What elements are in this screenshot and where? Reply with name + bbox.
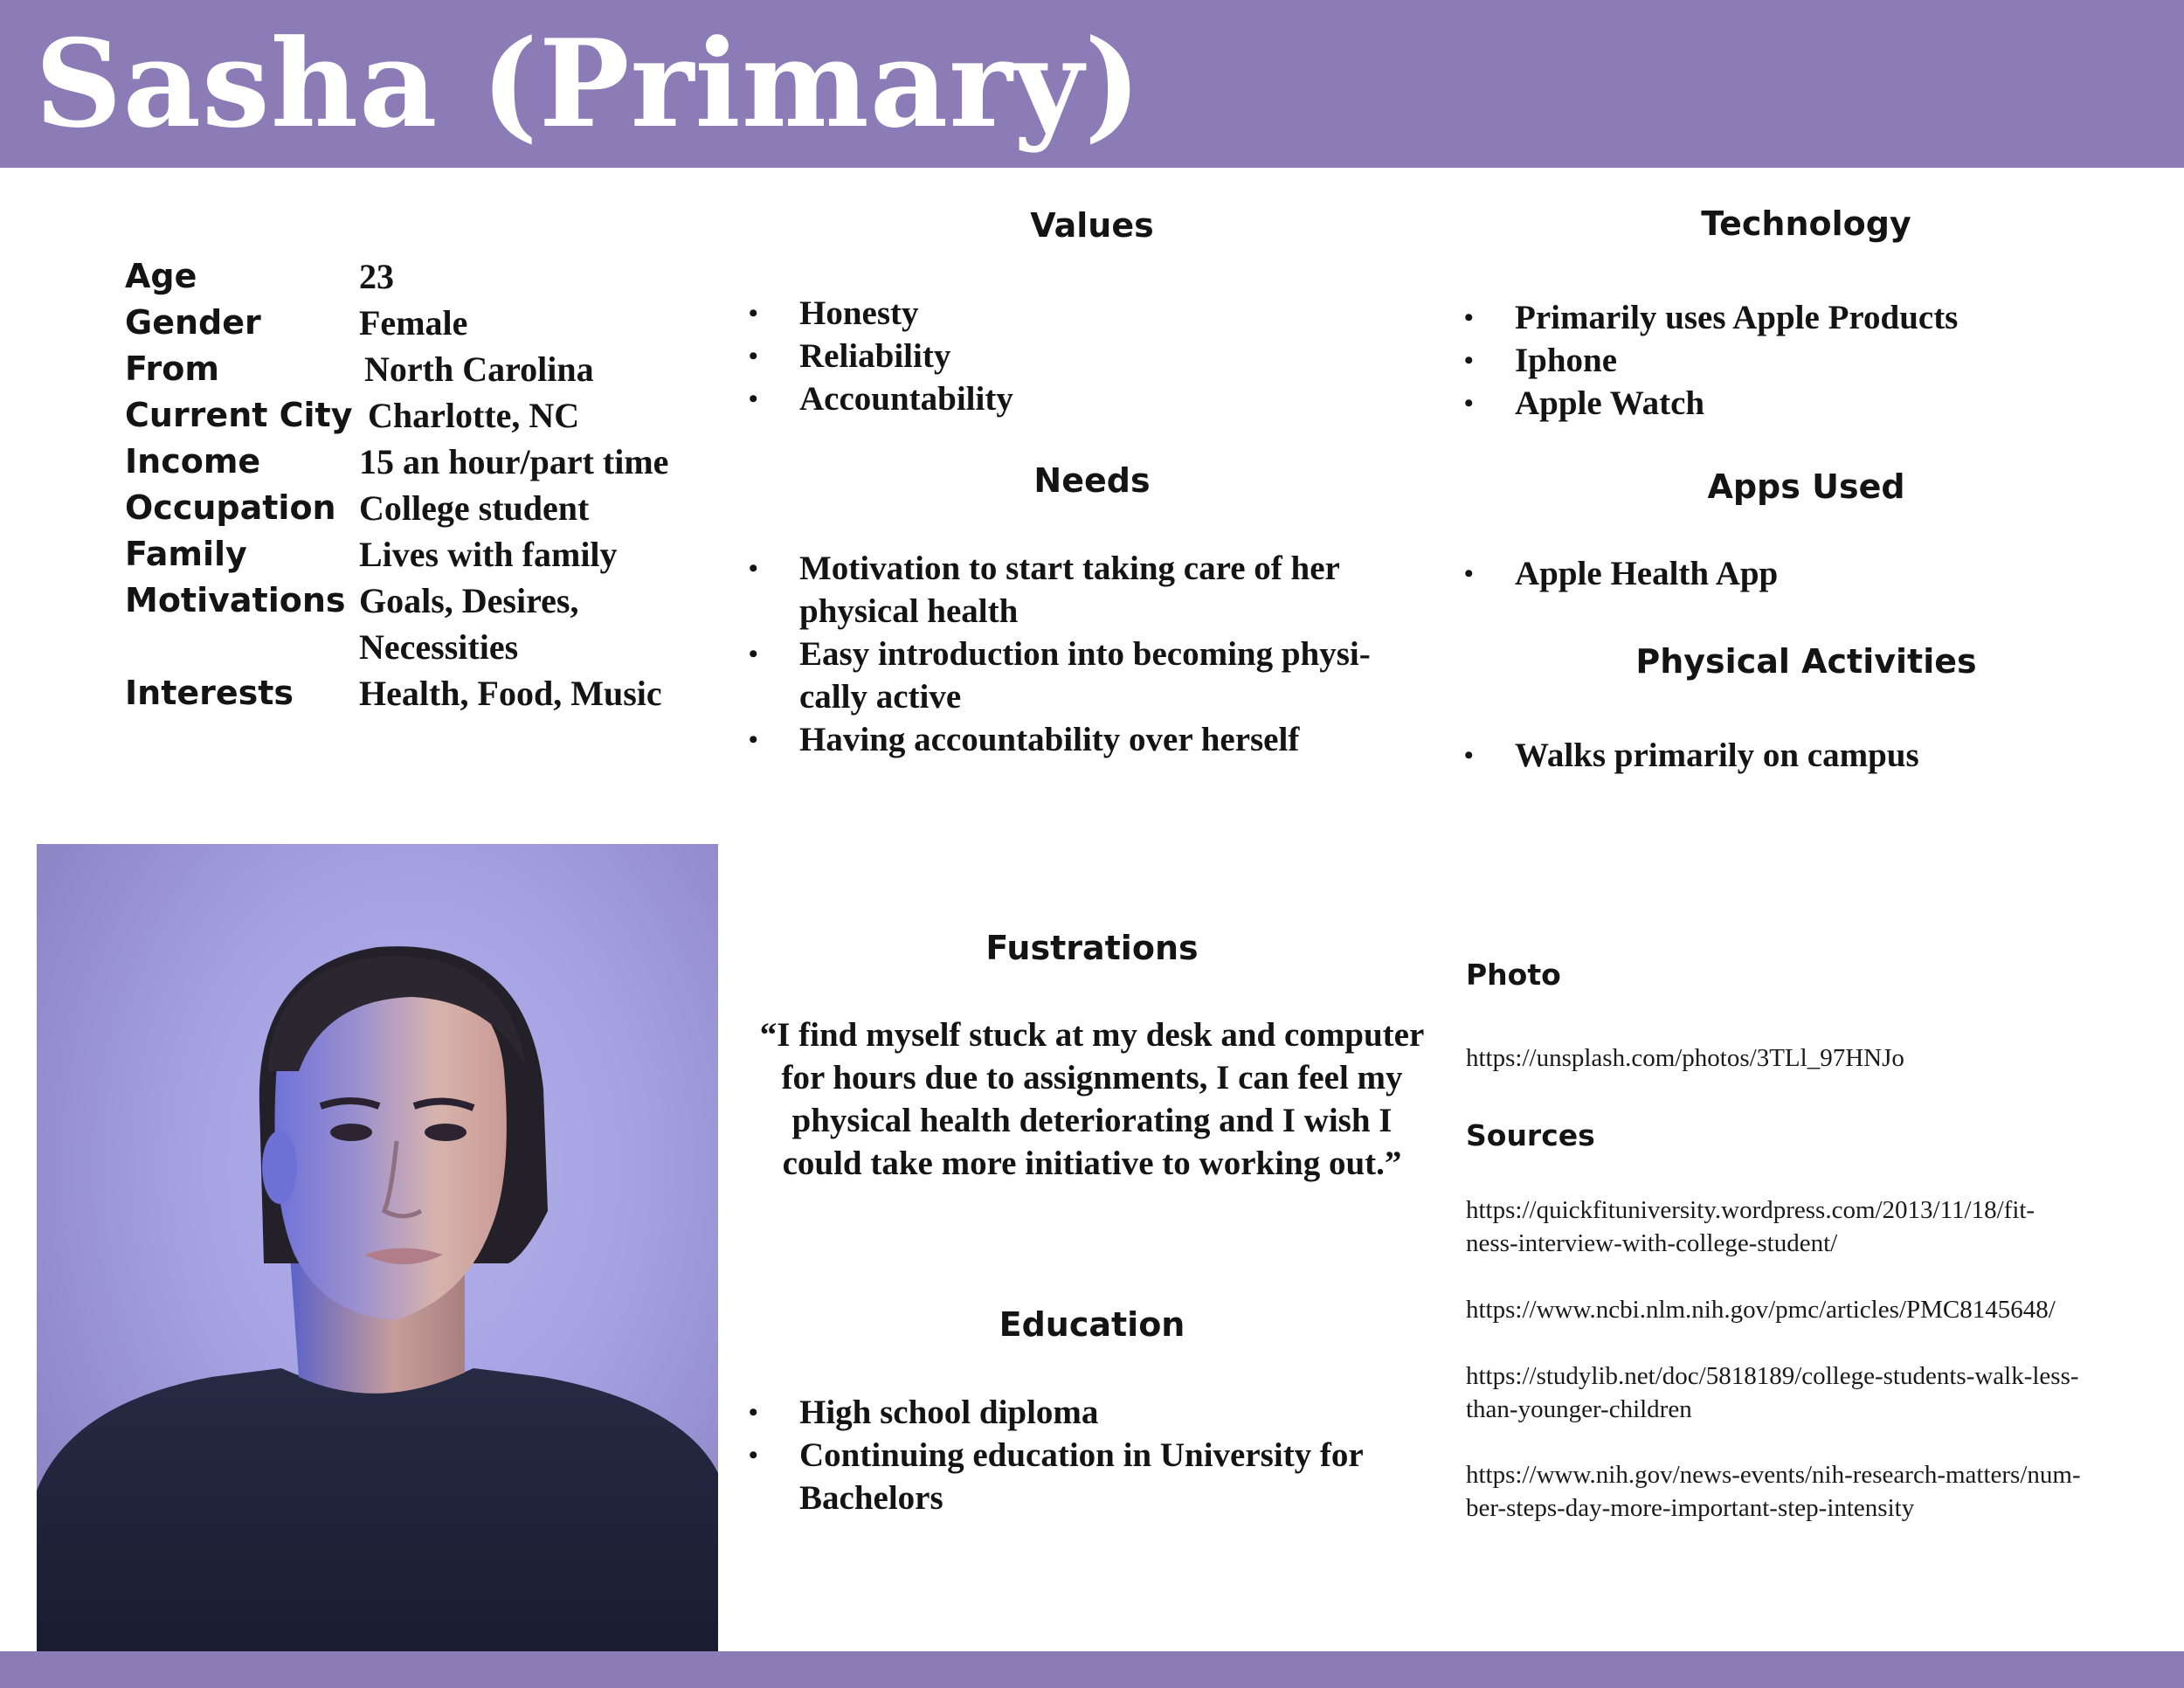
list-item: • Motivation to start taking care of her physical health xyxy=(749,550,1340,630)
demo-row-gender xyxy=(125,300,668,346)
education-list xyxy=(749,1391,1439,1519)
demo-value: Lives with family xyxy=(359,535,618,574)
page-title: Sasha (Primary) xyxy=(35,12,1143,155)
list-item: • Honesty xyxy=(749,294,919,332)
demo-label: Occupation xyxy=(125,488,336,527)
demo-label: Income xyxy=(125,442,261,481)
list-item: • Primarily uses Apple Products xyxy=(1464,299,1959,336)
frustration-quote: “I find myself stuck at my desk and computer for hours due to assignments, I can feel my physical health deteriorating and I wish I could take more initiative to working out.” xyxy=(759,1016,1425,1182)
education-heading: Education xyxy=(999,1305,1185,1344)
list-item: • High school diploma xyxy=(749,1394,1099,1431)
list-item: • Walks primarily on campus xyxy=(1464,737,1919,774)
demo-label: Gender xyxy=(125,303,261,342)
demo-value: North Carolina xyxy=(364,349,594,389)
demo-value: 15 an hour/part time xyxy=(359,442,669,481)
portrait-photo xyxy=(37,844,718,1651)
demo-row-current-city xyxy=(125,392,668,439)
demo-row-from xyxy=(125,346,668,392)
demo-value: Charlotte, NC xyxy=(368,396,580,435)
values-heading: Values xyxy=(1030,206,1154,245)
technology-heading: Technology xyxy=(1701,204,1911,243)
demo-value: Female xyxy=(359,303,468,342)
demo-value: Goals, Desires, Necessities xyxy=(359,581,579,667)
demo-row-family xyxy=(125,531,668,578)
photo-credit-heading: Photo xyxy=(1466,958,1561,992)
demo-row-income xyxy=(125,439,668,485)
needs-list xyxy=(749,547,1439,761)
source-link[interactable]: https://www.nih.gov/news-events/nih-research-matters/num- ber-steps-day-more-important-step-intensity xyxy=(1466,1461,2081,1522)
demo-row-motivations xyxy=(125,578,668,670)
list-item: • Apple Health App xyxy=(1464,555,1779,592)
photo-credit-link[interactable]: https://unsplash.com/photos/3TLl_97HNJo xyxy=(1466,1044,1904,1072)
list-item: • Reliability xyxy=(749,337,951,375)
demo-row-age xyxy=(125,253,668,300)
sources-heading: Sources xyxy=(1466,1118,1595,1152)
demo-value: College student xyxy=(359,488,590,528)
list-item: • Having accountability over herself xyxy=(749,721,1300,758)
list-item: • Apple Watch xyxy=(1464,384,1705,422)
physical-activities-heading: Physical Activities xyxy=(1635,642,1977,681)
needs-heading: Needs xyxy=(1033,461,1151,500)
frustrations-heading: Fustrations xyxy=(985,929,1199,967)
portrait-illustration xyxy=(37,844,718,1651)
values-list xyxy=(749,292,1013,420)
technology-list xyxy=(1464,296,1958,425)
source-link[interactable]: https://www.ncbi.nlm.nih.gov/pmc/articles/PMC8145648/ xyxy=(1466,1296,2056,1324)
demo-label: Family xyxy=(125,535,247,573)
physical-activities-list xyxy=(1464,734,1919,777)
demo-row-occupation xyxy=(125,485,668,531)
footer-band xyxy=(0,1651,2184,1688)
demo-label: Motivations xyxy=(125,581,346,619)
source-link[interactable]: https://studylib.net/doc/5818189/college-students-walk-less- than-younger-children xyxy=(1466,1362,2079,1423)
demo-label: Interests xyxy=(125,674,294,712)
list-item: • Accountability xyxy=(749,380,1013,418)
source-link[interactable]: https://quickfituniversity.wordpress.com/2013/11/18/fit- ness-interview-with-college-student/ xyxy=(1466,1196,2035,1257)
apps-used-heading: Apps Used xyxy=(1707,467,1905,506)
demo-value: 23 xyxy=(359,257,394,296)
list-item: • Easy introduction into becoming physi- cally active xyxy=(749,635,1371,716)
list-item: • Continuing education in University for Bachelors xyxy=(749,1436,1364,1517)
list-item: • Iphone xyxy=(1464,342,1618,379)
demo-label: Current City xyxy=(125,396,353,434)
demo-value: Health, Food, Music xyxy=(359,674,662,713)
demographics-table xyxy=(125,253,668,716)
demo-label: Age xyxy=(125,257,197,295)
demo-label: From xyxy=(125,349,219,388)
demo-row-interests xyxy=(125,670,668,716)
apps-used-list xyxy=(1464,552,1778,595)
